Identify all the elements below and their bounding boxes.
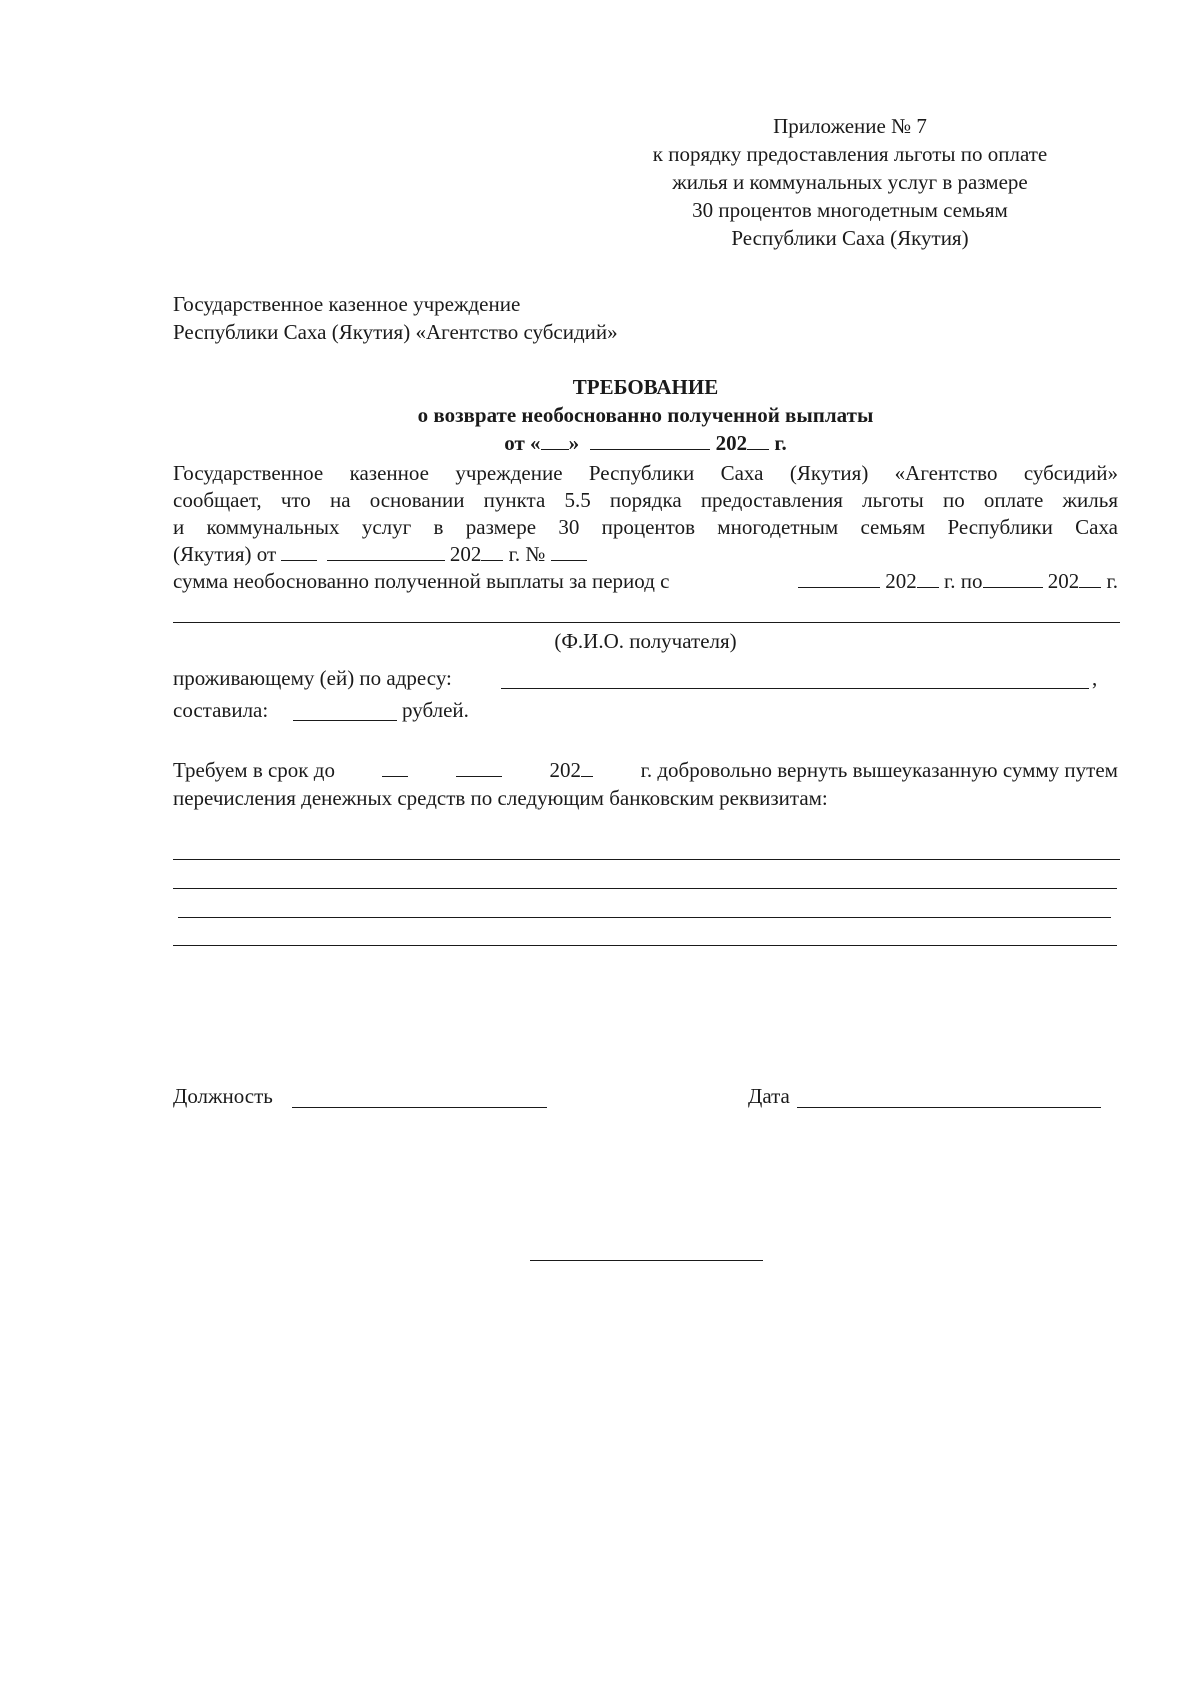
decree-year-blank[interactable] — [481, 542, 503, 561]
appendix-line-2: к порядку предоставления льготы по оплате — [652, 142, 1048, 166]
bank-details-line-4[interactable] — [173, 945, 1117, 946]
bank-details-line-3[interactable] — [178, 917, 1111, 918]
appendix-number: Приложение № 7 — [773, 114, 927, 138]
demand-line-1: Требуем в срок до 202 г. добровольно вернуть вышеуказанную сумму путем — [173, 758, 1118, 782]
address-comma: , — [1092, 666, 1098, 690]
address-line[interactable] — [501, 688, 1089, 689]
deadline-year-blank[interactable] — [581, 758, 593, 777]
organization-line-2: Республики Саха (Якутия) «Агентство субсидий» — [173, 320, 618, 344]
year-blank[interactable] — [747, 431, 769, 450]
position-label: Должность — [173, 1084, 273, 1108]
document-subtitle: о возврате необоснованно полученной выплаты — [417, 403, 874, 427]
body-line-2: сообщает, что на основании пункта 5.5 порядка предоставления льготы по оплате жилья — [173, 488, 1118, 512]
bank-details-line-2[interactable] — [173, 888, 1117, 889]
organization-block — [173, 290, 618, 346]
period-end-blank[interactable] — [983, 569, 1043, 588]
body-line-1: Государственное казенное учреждение Республики Саха (Якутия) «Агентство субсидий» — [173, 461, 1118, 485]
deadline-month-blank[interactable] — [456, 758, 502, 777]
signature-line[interactable] — [530, 1260, 763, 1261]
body-line-4: (Якутия) от 202 г. № — [173, 542, 587, 567]
body-line-5: сумма необоснованно полученной выплаты за период с 202 г. по 202 г. — [173, 569, 1118, 593]
decree-month-blank[interactable] — [327, 542, 445, 561]
decree-day-blank[interactable] — [281, 542, 317, 561]
period-start-year-blank[interactable] — [917, 569, 939, 588]
bank-details-line-1[interactable] — [173, 859, 1120, 860]
day-blank[interactable] — [541, 431, 569, 450]
document-date-line: от « » 202 г. — [504, 431, 787, 455]
recipient-name-line[interactable] — [173, 622, 1120, 623]
month-blank[interactable] — [590, 431, 710, 450]
amount-label: составила: — [173, 698, 269, 722]
organization-line-1: Государственное казенное учреждение — [173, 292, 521, 316]
recipient-name-caption: (Ф.И.О. получателя) — [554, 629, 737, 653]
date-label: Дата — [748, 1084, 790, 1108]
document-title: ТРЕБОВАНИЕ — [572, 375, 719, 399]
decree-number-blank[interactable] — [551, 542, 587, 561]
amount-line[interactable] — [293, 720, 397, 721]
appendix-line-5: Республики Саха (Якутия) — [731, 226, 969, 250]
period-end-year-blank[interactable] — [1079, 569, 1101, 588]
body-line-3: и коммунальных услуг в размере 30 процентов многодетным семьям Республики Саха — [173, 515, 1118, 539]
appendix-header — [600, 112, 1100, 252]
demand-line-2: перечисления денежных средств по следующим банковским реквизитам: — [173, 786, 828, 810]
period-start-blank[interactable] — [798, 569, 880, 588]
amount-unit: рублей. — [402, 698, 469, 722]
appendix-line-4: 30 процентов многодетным семьям — [692, 198, 1008, 222]
deadline-day-blank[interactable] — [382, 758, 408, 777]
address-label: проживающему (ей) по адресу: — [173, 666, 452, 690]
position-line[interactable] — [292, 1107, 547, 1108]
appendix-line-3: жилья и коммунальных услуг в размере — [672, 170, 1028, 194]
date-line[interactable] — [797, 1107, 1101, 1108]
